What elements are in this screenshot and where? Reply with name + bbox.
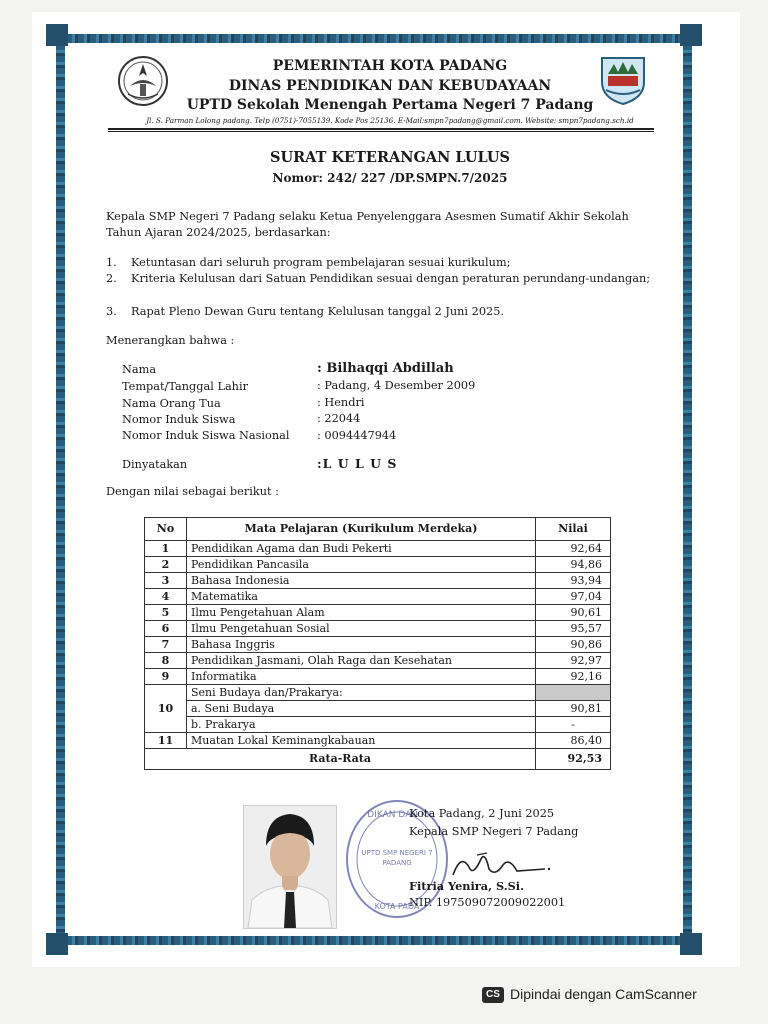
letterhead-school: UPTD Sekolah Menengah Pertama Negeri 7 Padang bbox=[186, 97, 594, 113]
field-value-ttl: : Padang, 4 Desember 2009 bbox=[317, 379, 476, 392]
field-value-nama: : Bilhaqqi Abdillah bbox=[317, 361, 454, 376]
basis-text: Ketuntasan dari seluruh program pembelajaran sesuai kurikulum; bbox=[131, 256, 511, 269]
svg-text:DIKAN DAN K: DIKAN DAN K bbox=[367, 810, 427, 820]
row-no: 3 bbox=[145, 573, 187, 589]
header-score: Nilai bbox=[536, 518, 611, 541]
signature-place-date: Kota Padang, 2 Juni 2025 bbox=[409, 807, 555, 820]
row-score: 93,94 bbox=[536, 573, 611, 589]
row-no: 5 bbox=[145, 605, 187, 621]
table-header-row bbox=[145, 518, 611, 541]
row-score: 97,04 bbox=[536, 589, 611, 605]
row-score: - bbox=[536, 717, 611, 733]
basis-number: 2. bbox=[106, 272, 117, 285]
row-score: 92,64 bbox=[536, 541, 611, 557]
signature-position: Kepala SMP Negeri 7 Padang bbox=[409, 825, 579, 838]
signature-nip: NIP. 197509072009022001 bbox=[409, 896, 566, 909]
table-row bbox=[145, 573, 611, 589]
status-value: :L U L U S bbox=[317, 456, 398, 471]
basis-item-2 bbox=[106, 271, 666, 287]
row-subject: Matematika bbox=[187, 589, 536, 605]
row-subject: a. Seni Budaya bbox=[187, 701, 536, 717]
row-score: 92,16 bbox=[536, 669, 611, 685]
row-no: 6 bbox=[145, 621, 187, 637]
border-right bbox=[683, 44, 692, 935]
row-score: 90,61 bbox=[536, 605, 611, 621]
table-row bbox=[145, 717, 611, 733]
row-no: 8 bbox=[145, 653, 187, 669]
student-photo bbox=[243, 805, 337, 929]
table-row bbox=[145, 541, 611, 557]
table-row bbox=[145, 637, 611, 653]
border-bottom bbox=[66, 936, 682, 945]
row-subject: Bahasa Inggris bbox=[187, 637, 536, 653]
row-score: 90,81 bbox=[536, 701, 611, 717]
row-score: 92,97 bbox=[536, 653, 611, 669]
row-score: 90,86 bbox=[536, 637, 611, 653]
letterhead-government: PEMERINTAH KOTA PADANG bbox=[272, 58, 508, 74]
field-value-orang-tua: : Hendri bbox=[317, 396, 365, 409]
letterhead-rule-thin bbox=[108, 131, 654, 132]
field-value-nis: : 22044 bbox=[317, 412, 361, 425]
header-no: No bbox=[145, 518, 187, 541]
row-subject: b. Prakarya bbox=[187, 717, 536, 733]
border-corner bbox=[680, 24, 702, 46]
row-subject: Muatan Lokal Keminangkabauan bbox=[187, 733, 536, 749]
border-left bbox=[56, 44, 65, 935]
scanner-label: Dipindai dengan CamScanner bbox=[510, 986, 697, 1002]
svg-text:PADANG: PADANG bbox=[382, 859, 412, 867]
row-score: 94,86 bbox=[536, 557, 611, 573]
row-subject: Pendidikan Jasmani, Olah Raga dan Kesehatan bbox=[187, 653, 536, 669]
svg-text:KOTA PADA: KOTA PADA bbox=[374, 902, 420, 911]
table-row bbox=[145, 605, 611, 621]
border-corner bbox=[46, 24, 68, 46]
intro-paragraph: Kepala SMP Negeri 7 Padang selaku Ketua Penyelenggara Asesmen Sumatif Akhir Sekolah Tahun Ajaran 2024/2025, berdasarkan: bbox=[106, 210, 629, 239]
row-no: 11 bbox=[145, 733, 187, 749]
table-row bbox=[145, 685, 611, 701]
field-label-nisn: Nomor Induk Siswa Nasional bbox=[122, 429, 290, 442]
basis-item-3 bbox=[106, 304, 666, 320]
basis-item-1 bbox=[106, 255, 666, 271]
table-row bbox=[145, 669, 611, 685]
letterhead-address: Jl. S. Parman Lolong padang. Telp (0751)-7055139. Kode Pos 25136. E-Mail:smpn7padang@gmail.com. Website: smpn7padang.sch.id bbox=[146, 116, 634, 125]
menerangkan-label: Menerangkan bahwa : bbox=[106, 334, 235, 347]
field-label-orang-tua: Nama Orang Tua bbox=[122, 397, 221, 410]
row-subject: Ilmu Pengetahuan Alam bbox=[187, 605, 536, 621]
table-row bbox=[145, 701, 611, 717]
average-label: Rata-Rata bbox=[145, 749, 536, 770]
header-subject: Mata Pelajaran (Kurikulum Merdeka) bbox=[187, 518, 536, 541]
border-top bbox=[66, 34, 682, 43]
basis-number: 3. bbox=[106, 305, 117, 318]
row-subject: Pendidikan Pancasila bbox=[187, 557, 536, 573]
student-portrait-image bbox=[244, 806, 336, 928]
nilai-intro: Dengan nilai sebagai berikut : bbox=[106, 485, 279, 498]
basis-text: Kriteria Kelulusan dari Satuan Pendidikan sesuai dengan peraturan perundang-undangan; bbox=[131, 272, 651, 285]
table-row bbox=[145, 621, 611, 637]
row-no: 7 bbox=[145, 637, 187, 653]
basis-number: 1. bbox=[106, 256, 117, 269]
row-no: 9 bbox=[145, 669, 187, 685]
row-no: 10 bbox=[145, 685, 187, 733]
row-subject: Informatika bbox=[187, 669, 536, 685]
scanner-watermark bbox=[482, 986, 697, 1003]
border-corner bbox=[680, 933, 702, 955]
basis-text: Rapat Pleno Dewan Guru tentang Kelulusan tanggal 2 Juni 2025. bbox=[131, 305, 504, 318]
row-score: 86,40 bbox=[536, 733, 611, 749]
row-no: 4 bbox=[145, 589, 187, 605]
row-score: 95,57 bbox=[536, 621, 611, 637]
table-row bbox=[145, 589, 611, 605]
row-subject: Ilmu Pengetahuan Sosial bbox=[187, 621, 536, 637]
field-label-ttl: Tempat/Tanggal Lahir bbox=[122, 380, 248, 393]
handwritten-signature bbox=[447, 847, 551, 881]
table-row bbox=[145, 653, 611, 669]
row-no: 2 bbox=[145, 557, 187, 573]
field-label-nis: Nomor Induk Siswa bbox=[122, 413, 236, 426]
table-row bbox=[145, 733, 611, 749]
field-value-nisn: : 0094447944 bbox=[317, 429, 397, 442]
field-label-nama: Nama bbox=[122, 363, 157, 376]
average-value: 92,53 bbox=[536, 749, 611, 770]
signature-name: Fitria Yenira, S.Si. bbox=[409, 879, 525, 893]
table-row bbox=[145, 557, 611, 573]
average-row bbox=[145, 749, 611, 770]
row-no: 1 bbox=[145, 541, 187, 557]
document-title: SURAT KETERANGAN LULUS bbox=[269, 149, 510, 166]
border-corner bbox=[46, 933, 68, 955]
status-label: Dinyatakan bbox=[122, 458, 188, 471]
letterhead-department: DINAS PENDIDIKAN DAN KEBUDAYAAN bbox=[228, 78, 552, 94]
grades-table bbox=[144, 517, 611, 770]
camscanner-icon: CS bbox=[482, 987, 504, 1003]
svg-text:UPTD SMP NEGERI 7: UPTD SMP NEGERI 7 bbox=[361, 849, 433, 857]
letterhead-rule bbox=[108, 128, 654, 130]
row-subject: Bahasa Indonesia bbox=[187, 573, 536, 589]
document-number: Nomor: 242/ 227 /DP.SMPN.7/2025 bbox=[272, 171, 508, 185]
row-subject: Pendidikan Agama dan Budi Pekerti bbox=[187, 541, 536, 557]
row-subject: Seni Budaya dan/Prakarya: bbox=[187, 685, 536, 701]
row-score bbox=[536, 685, 611, 701]
